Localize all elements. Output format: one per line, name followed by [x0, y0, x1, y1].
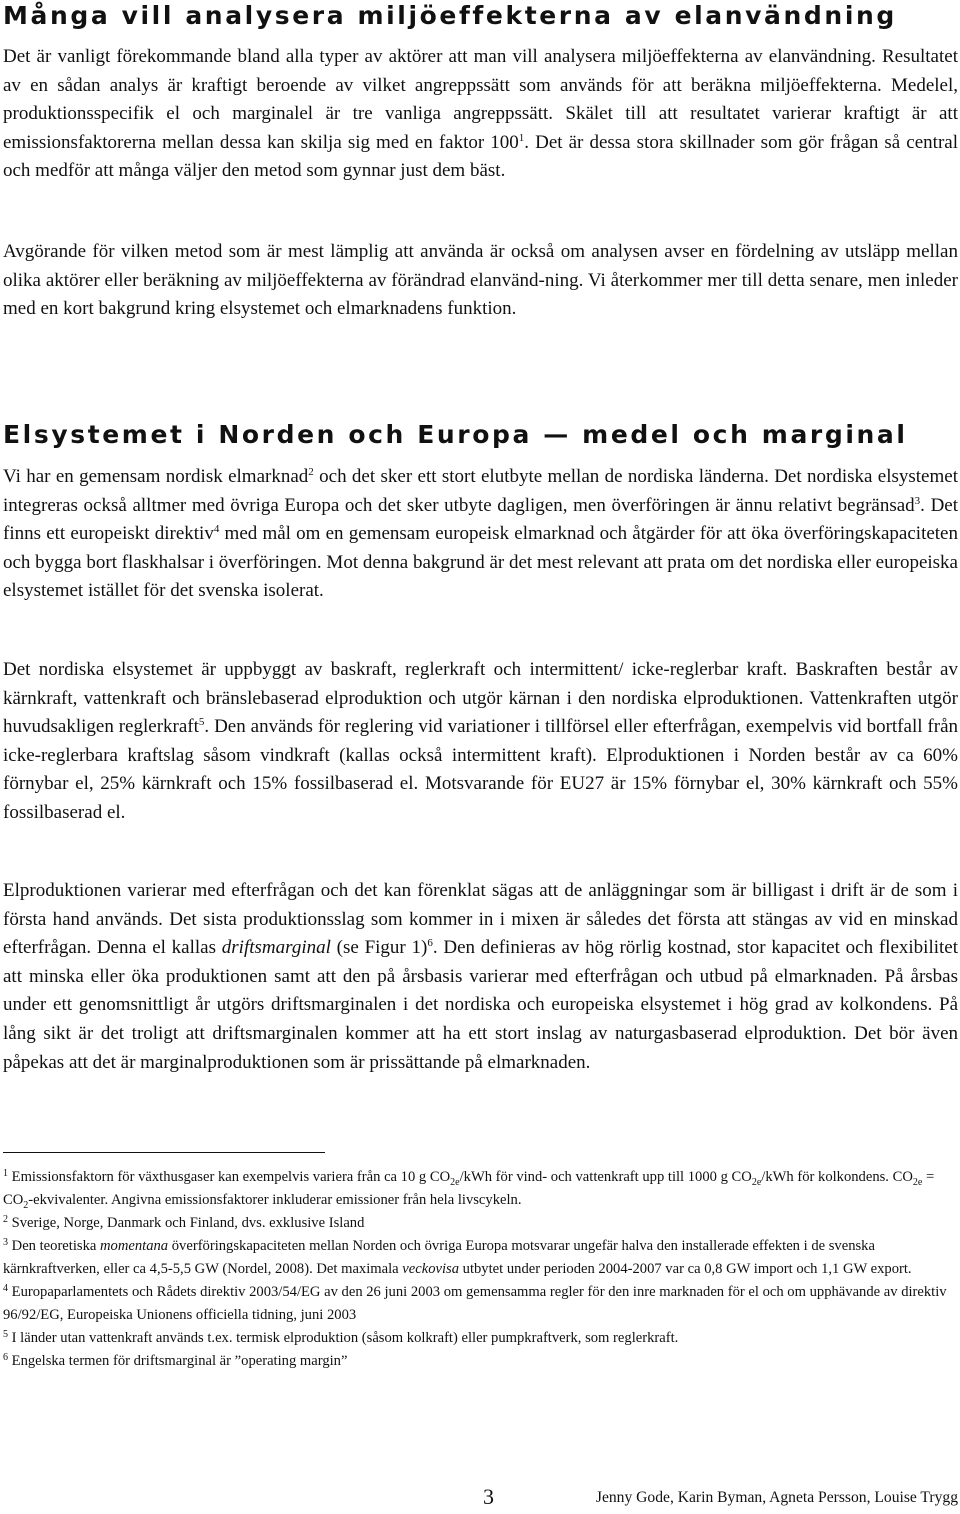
paragraph-5: Elproduktionen varierar med efterfrågan och det kan förenklat sägas att de anläggningar som är billigast i drift är de som i första hand används. Det sista produktionsslag som kommer in i mixen är således det första att stängas av vid en minskad efterfrågan. Denna el kallas driftsmarginal (se Figur 1)$^6$. Den definieras av hög rörlig kostnad, stor kapacitet och flexibilitet att minska eller öka produktionen samt att den på årsbasis varierar med efterfrågan och utbud på elmarknaden. På årsbas under ett genomsnittligt år utgörs driftsmarginalen i det nordiska och europeiska elsystemet i hög grad av kolkondens. På lång sikt är det troligt att driftsmarginalen kommer att ha ett stort inslag av naturgasbaserad elproduktion. Det bör även påpekas att det är marginalproduktionen som är prissättande på elmarknaden.	[3, 880, 959, 1073]
footnote-ref-5[interactable]: 5	[198, 716, 205, 729]
footnote-ref-6[interactable]: 6	[427, 937, 433, 950]
page-number: 3	[483, 1484, 494, 1509]
authors: Jenny Gode, Karin Byman, Agneta Persson, Louise Trygg	[595, 1489, 958, 1506]
paragraph-2: Avgörande för vilken metod som är mest lämplig att använda är också om analysen avser en fördelning av utsläpp mellan olika aktörer eller beräkning av miljöeffekterna av förändrad elanvänd-ning. Vi återkommer mer till detta senare, men inleder med en kort bakgrund kring elsystemet och elmarknadens funktion.	[3, 241, 958, 320]
footnote-4: $^4$ Europaparlamentets och Rådets direktiv 2003/54/EG av den 26 juni 2003 om gemensamma regler för den inre marknaden för el och om upphävande av direktiv 96/92/EG, Europeiska Unionens officiella tidning, juni 2003	[3, 1283, 947, 1323]
footnote-ref-3[interactable]: 3	[914, 494, 921, 507]
footnote-3: $^3$ Den teoretiska momentana överföringskapaciteten mellan Norden och övriga Europa motsvarar ungefär halva den installerade effekten i de svenska kärnkraftverken, eller ca 4,5-5,5 GW (Nordel, 2008). Det maximala veckovisa utbytet under perioden 2004-2007 var ca 0,8 GW import och 1,1 GW export.	[3, 1237, 912, 1277]
paragraph-3: Vi har en gemensam nordisk elmarknad$^2$ och det sker ett stort elutbyte mellan de nordiska länderna. Det nordiska elsystemet integreras också alltmer med övriga Europa och det sker utbyte dagligen, men överföringen är ännu relativt begränsad$^3$. Det finns ett europeiskt direktiv$^4$ med mål om en gemensam europeisk elmarknad och åtgärder för att öka överföringskapaciteten och bygga bort flaskhalsar i överföringen. Mot denna bakgrund är det mest relevant att prata om det nordiska eller europeiska elsystemet istället för det svenska isolerat.	[3, 466, 958, 602]
page-footer	[0, 1484, 960, 1514]
footnotes	[3, 1166, 950, 1373]
footnote-1: $^1$ Emissionsfaktorn för växthusgaser kan exempelvis variera från ca 10 g $CO_{2e}$/kWh för vind- och vattenkraft upp till 1000 g $CO_{2e}$/kWh för kolkondens. $CO_{2e}$ = $CO_2$-ekvivalenter. Angivna emissionsfaktorer inkluderar emissioner från hela livscykeln.	[3, 1168, 935, 1211]
section-nordiska	[3, 656, 958, 828]
heading-miljoeffekter: Många vill analysera miljöeffekterna av elanvändning	[3, 1, 897, 30]
section-intro	[3, 43, 958, 186]
footnote-divider	[3, 1152, 325, 1153]
footnote-ref-4[interactable]: 4	[213, 523, 220, 536]
footnote-6: $^6$ Engelska termen för driftsmarginal är ”operating margin”	[3, 1352, 348, 1369]
footnote-ref-2[interactable]: 2	[308, 466, 314, 478]
paragraph-1: Det är vanligt förekommande bland alla typer av aktörer att man vill analysera miljöeffekterna av elanvändning. Resultatet av en sådan analys är kraftigt beroende av vilket angreppssätt som används för att beräkna miljöeffekterna. Medelel, produktionsspecifik el och marginalel är tre vanliga angreppssätt. Skälet till att resultatet varierar kraftigt är att emissionsfaktorerna mellan dessa kan skilja sig med en faktor 100$^1$. Det är dessa stora skillnader som gör frågan så central och medför att många väljer den metod som gynnar just dem bäst.	[3, 46, 958, 182]
footnote-ref-1[interactable]: 1	[518, 131, 525, 144]
footnote-2: $^2$ Sverige, Norge, Danmark och Finland, dvs. exklusive Island	[3, 1214, 365, 1231]
section-intro-2	[3, 238, 958, 324]
section-elsystemet	[3, 463, 958, 606]
paragraph-4: Det nordiska elsystemet är uppbyggt av baskraft, reglerkraft och intermittent/ icke-reglerbar kraft. Baskraften består av kärnkraft, vattenkraft och bränslebaserad elproduktion och utgör kärnan i den nordiska elproduktionen. Vattenkraften utgör huvudsakligen reglerkraft$^5$. Den används för reglering vid variationer i tillförsel eller efterfrågan, exempelvis vid bortfall från icke-reglerbara kraftslag såsom vindkraft (kallas också intermittent kraft). Elproduktionen i Norden består av ca 60% förnybar el, 25% kärnkraft och 15% fossilbaserad el. Motsvarande för EU27 är 15% förnybar el, 30% kärnkraft och 55% fossilbaserad el.	[3, 659, 959, 823]
heading-elsystemet: Elsystemet i Norden och Europa — medel och marginal	[3, 420, 908, 449]
section-driftsmarginal	[3, 877, 958, 1077]
footnote-5: $^5$ I länder utan vattenkraft används t.ex. termisk elproduktion (såsom kolkraft) eller pumpkraftverk, som reglerkraft.	[3, 1329, 679, 1346]
